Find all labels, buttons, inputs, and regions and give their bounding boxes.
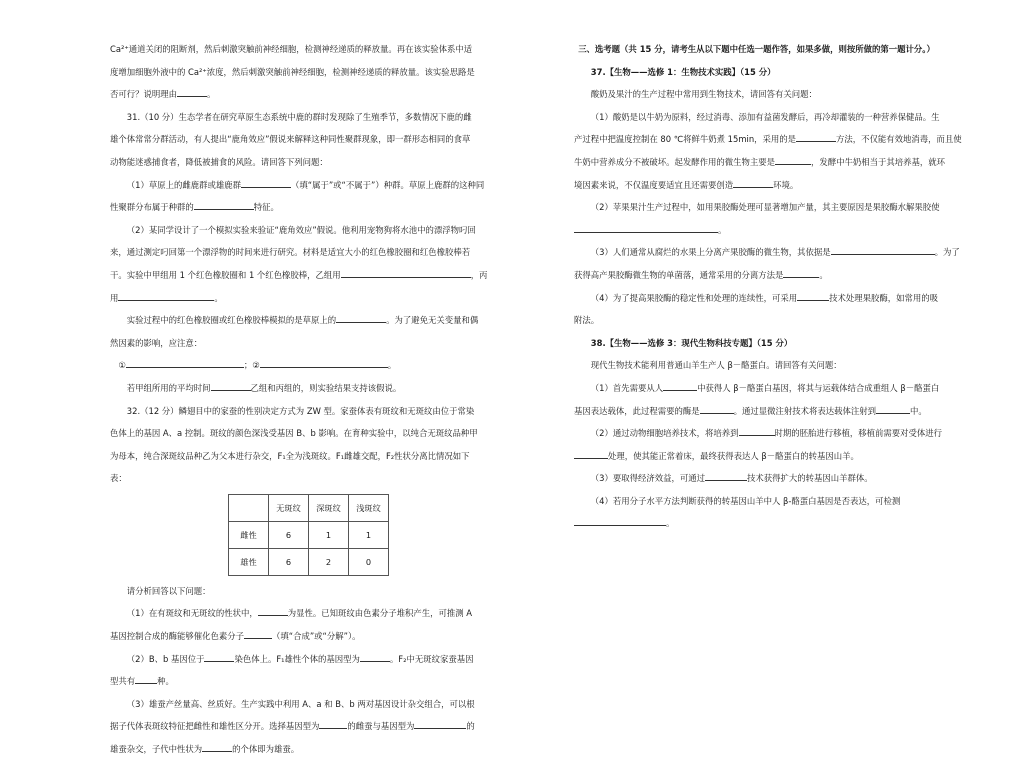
text-span: 用 xyxy=(110,292,119,303)
text-span: 中。 xyxy=(910,405,927,416)
text-line xyxy=(110,83,502,106)
answer-blank xyxy=(739,426,775,436)
text-line xyxy=(110,174,502,197)
text-span: 据子代体表斑纹特征把雌性和雄性区分开。选择基因型为 xyxy=(110,721,320,732)
text-span: 性聚群分布属于种群的 xyxy=(110,202,194,213)
text-line xyxy=(110,738,502,761)
text-line: 酸奶及果汁的生产过程中常用到生物技术，请回答有关问题： xyxy=(590,89,817,100)
table-header-cell: 深斑纹 xyxy=(309,494,349,521)
text-span: 否可行？说明理由 xyxy=(110,89,177,100)
text-span: 技术获得扩大的转基因山羊群体。 xyxy=(747,473,873,484)
text-span: 基因控制合成的酶能够催化色素分子 xyxy=(110,631,244,642)
text-span: 产过程中把温度控制在 80 ℃将鲜牛奶煮 15min，采用的是 xyxy=(574,134,796,145)
text-span: （2）B、b 基因位于 xyxy=(126,653,205,664)
question-32-intro: 32.（12 分）鳞翅目中的家蚕的性别决定方式为 ZW 型。家蚕体表有斑纹和无斑纹由位于常染 xyxy=(126,405,475,416)
table-header-cell: 浅斑纹 xyxy=(349,494,389,521)
answer-blank xyxy=(194,200,254,210)
text-span: 特征。 xyxy=(253,202,279,213)
text-span: 型共有 xyxy=(110,676,136,687)
text-span: （3）人们通常从腐烂的水果上分离产果胶酶的微生物，其依据是 xyxy=(590,247,831,258)
text-span: 。 xyxy=(718,224,727,235)
text-line: 雄个体常常分群活动，有人提出“鹿角效应”假说来解释这种同性聚群现象，即一群形态相同的食草 xyxy=(110,134,471,145)
text-line: 来，通过测定叼回第一个漂浮物的时间来进行研究。材料是适宜大小的红色橡胶圈和红色橡胶棒若 xyxy=(110,247,471,258)
text-span: （1）首先需要从人 xyxy=(590,382,664,393)
text-span: （3）要取得经济效益，可通过 xyxy=(590,473,705,484)
answer-blank xyxy=(783,268,819,278)
text-line: 然因素的影响，应注意： xyxy=(110,337,203,348)
text-line xyxy=(574,264,966,287)
text-line xyxy=(574,400,966,423)
text-span: 。通过显微注射技术将表达载体注射到 xyxy=(733,405,876,416)
text-line: 度增加细胞外液中的 Ca²⁺浓度，然后刺激突触前神经细胞，检测神经递质的释放量。该实验思路是 xyxy=(110,66,475,77)
text-span: 基因表达载体，此过程需要的酶是 xyxy=(574,405,700,416)
text-span: 。F₂中无斑纹家蚕基因 xyxy=(389,653,474,664)
table-header-row xyxy=(229,494,389,521)
section-heading: 三、选考题（共 15 分，请考生从以下题中任选一题作答，如果多做，则按所做的第一题计分。） xyxy=(578,44,935,54)
text-line: 为母本，纯合深斑纹品种乙为父本进行杂交，F₁全为浅斑纹。F₁雌雄交配，F₂性状分离比情况如下 xyxy=(110,450,470,461)
answer-blank xyxy=(341,268,471,278)
text-line xyxy=(110,309,502,332)
text-line xyxy=(110,602,502,625)
answer-blank xyxy=(574,449,608,459)
text-span: 的 xyxy=(466,721,475,732)
text-line xyxy=(110,670,502,693)
left-column xyxy=(110,38,502,761)
text-line: 请分析回答以下问题： xyxy=(126,585,211,596)
answer-blank xyxy=(177,87,207,97)
text-line xyxy=(574,151,966,174)
text-span: ，丙 xyxy=(470,269,488,280)
text-line xyxy=(574,174,966,197)
text-span: 若甲组所用的平均时间 xyxy=(126,382,211,393)
text-span: 。为了避免无关变量和偶 xyxy=(386,315,479,326)
text-line: （4）若用分子水平方法判断获得的转基因山羊中人 β-酪蛋白基因是否表达，可检测 xyxy=(590,495,901,506)
text-span: 中获得人 β－酪蛋白基因，将其与运载体结合成重组人 β－酪蛋白 xyxy=(697,382,940,393)
answer-blank xyxy=(244,629,272,639)
text-span: 牛奶中营养成分不被破坏。起发酵作用的微生物主要是 xyxy=(574,156,775,167)
text-span: 乙组和丙组的，则实验结果支持该假说。 xyxy=(250,382,402,393)
table-row xyxy=(229,548,389,575)
text-span: 。为了 xyxy=(934,247,960,258)
text-line xyxy=(110,196,502,219)
answer-blank xyxy=(126,358,244,368)
text-line: 表： xyxy=(110,473,127,484)
text-span: ；② xyxy=(243,360,260,371)
text-span: 时期的胚胎进行移植，移植前需要对受体进行 xyxy=(774,428,942,439)
answer-blank xyxy=(319,719,347,729)
text-span: 方法，不仅能有效地消毒，而且使 xyxy=(836,134,962,145)
answer-blank xyxy=(663,381,697,391)
answer-blank xyxy=(831,245,935,255)
text-span: （填“属于”或“不属于”）种群。草原上鹿群的这种同 xyxy=(291,179,485,190)
table-cell: 1 xyxy=(349,521,389,548)
text-line xyxy=(574,445,966,468)
table-row-label: 雌性 xyxy=(229,521,269,548)
answer-blank xyxy=(414,719,466,729)
table-cell: 0 xyxy=(349,548,389,575)
answer-blank xyxy=(202,742,232,752)
text-line xyxy=(110,377,502,400)
question-31-intro: 31.（10 分）生态学者在研究草原生态系统中鹿的群时发现除了生殖季节，多数情况下鹿的雌 xyxy=(126,111,472,122)
text-span: （1）草原上的雌鹿群或雄鹿群 xyxy=(126,179,241,190)
text-line xyxy=(110,715,502,738)
text-line xyxy=(110,354,502,377)
answer-blank xyxy=(733,178,773,188)
text-line xyxy=(574,467,966,490)
text-span: （1）在有斑纹和无斑纹的性状中， xyxy=(126,608,258,619)
answer-blank xyxy=(211,381,251,391)
text-span: 环境。 xyxy=(773,179,799,190)
text-span: 。 xyxy=(214,292,223,303)
table-row-label: 雄性 xyxy=(229,548,269,575)
text-span: 。 xyxy=(819,269,828,280)
text-line xyxy=(574,241,966,264)
text-span: 干。实验中甲组用 1 个红色橡胶圈和 1 个红色橡胶棒，乙组用 xyxy=(110,269,341,280)
table-row xyxy=(229,521,389,548)
text-span: ① xyxy=(118,360,126,371)
text-span: （4）为了提高果胶酶的稳定性和处理的连续性，可采用 xyxy=(590,292,798,303)
table-cell: 6 xyxy=(269,521,309,548)
text-line: Ca²⁺通道关闭的阻断剂，然后刺激突触前神经细胞，检测神经递质的释放量。再在该实验体系中适 xyxy=(110,44,473,54)
text-span: 。 xyxy=(207,89,216,100)
text-line xyxy=(574,512,966,535)
text-span: 的雌蚕与基因型为 xyxy=(347,721,415,732)
text-span: 实验过程中的红色橡胶圈或红色橡胶棒模拟的是草原上的 xyxy=(126,315,337,326)
text-span: 获得高产果胶酶微生物的单菌落，通常采用的分离方法是 xyxy=(574,269,784,280)
phenotype-table xyxy=(228,494,389,576)
text-line: 色体上的基因 A、a 控制。斑纹的颜色深浅受基因 B、b 影响。在育种实验中，以纯合无斑纹品种甲 xyxy=(110,428,478,439)
answer-blank xyxy=(796,132,836,142)
text-line: （3）雄蚕产丝量高、丝质好。生产实践中利用 A、a 和 B、b 两对基因设计杂交组合，可以根 xyxy=(126,698,475,709)
text-span: （2）通过动物细胞培养技术，将培养到 xyxy=(590,428,739,439)
answer-blank xyxy=(705,471,747,481)
text-span: 染色体上。F₁雄性个体的基因型为 xyxy=(234,653,360,664)
text-span: 为显性。已知斑纹由色素分子堆积产生，可推测 A xyxy=(287,608,473,619)
answer-blank xyxy=(797,291,829,301)
text-line: （2）苹果果汁生产过程中，如用果胶酶处理可显著增加产量，其主要原因是果胶酶水解果胶使 xyxy=(590,202,940,213)
text-line xyxy=(110,287,502,310)
text-span: 雄蚕杂交，子代中性状为 xyxy=(110,744,203,755)
answer-blank xyxy=(241,178,291,188)
text-line xyxy=(574,219,966,242)
answer-blank xyxy=(336,313,386,323)
answer-blank xyxy=(258,606,288,616)
text-line: 动物能迷惑捕食者，降低被捕食的风险。请回答下列问题： xyxy=(110,156,328,167)
text-line xyxy=(574,287,966,310)
text-span: 种。 xyxy=(157,676,174,687)
text-span: 处理，使其能正常着床，最终获得表达人 β－酪蛋白的转基因山羊。 xyxy=(608,450,859,461)
table-cell: 2 xyxy=(309,548,349,575)
text-span: 。 xyxy=(387,360,397,371)
answer-blank xyxy=(876,404,910,414)
text-span: 技术处理果胶酶，如常用的吸 xyxy=(829,292,938,303)
answer-blank xyxy=(574,516,666,526)
answer-blank xyxy=(574,223,718,233)
text-line: 附法。 xyxy=(574,315,600,326)
answer-blank xyxy=(360,652,390,662)
text-line: 现代生物技术能利用普通山羊生产人 β－酪蛋白。请回答有关问题： xyxy=(590,360,842,371)
text-span: （填“合成”或“分解”）。 xyxy=(272,631,361,642)
text-span: ，发酵中牛奶相当于其培养基，就环 xyxy=(811,156,945,167)
question-37-heading: 37.【生物——选修 1：生物技术实践】（15 分） xyxy=(590,66,776,77)
text-line xyxy=(110,625,502,648)
text-span: 境因素来说，不仅温度要适宜且还需要创造 xyxy=(574,179,734,190)
table-cell: 1 xyxy=(309,521,349,548)
text-line xyxy=(110,648,502,671)
answer-blank xyxy=(118,291,214,301)
table-cell: 6 xyxy=(269,548,309,575)
question-38-heading: 38.【生物——选修 3：现代生物科技专题】（15 分） xyxy=(590,337,793,348)
text-span: 。 xyxy=(666,518,675,529)
answer-blank xyxy=(135,674,157,684)
text-line xyxy=(110,264,502,287)
text-line xyxy=(574,422,966,445)
answer-blank xyxy=(204,652,234,662)
answer-blank xyxy=(775,155,811,165)
text-line: （2）某同学设计了一个模拟实验来验证“鹿角效应”假说。他利用宠物狗将水池中的漂浮物叼回 xyxy=(126,224,476,235)
answer-blank xyxy=(700,404,734,414)
table-corner-cell xyxy=(229,494,269,521)
text-line: （1）酸奶是以牛奶为原料，经过消毒、添加有益菌发酵后，再冷却灌装的一种营养保健品。生 xyxy=(590,111,940,122)
text-line xyxy=(574,128,966,151)
right-column xyxy=(574,38,966,535)
text-line xyxy=(574,377,966,400)
text-span: 的个体即为雄蚕。 xyxy=(232,744,300,755)
answer-blank xyxy=(260,358,388,368)
table-header-cell: 无斑纹 xyxy=(269,494,309,521)
